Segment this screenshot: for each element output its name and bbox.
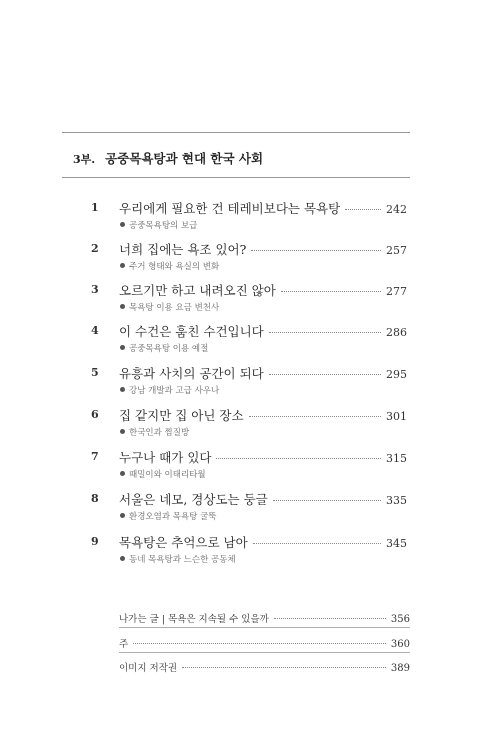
chapter-page: 335 (386, 494, 407, 507)
dot-leader (345, 209, 381, 210)
back-title: 이미지 저작권 (119, 663, 178, 674)
chapter-number: 6 (91, 408, 99, 421)
chapter-page: 242 (386, 203, 407, 216)
chapter-number: 1 (91, 201, 99, 214)
chapter-page: 277 (386, 285, 407, 298)
chapter-subtitle: 공중목욕탕 이용 예절 (120, 342, 208, 354)
chapter-title: 오르기만 하고 내려오진 않아 (119, 283, 276, 298)
chapter-subtitle: 동네 목욕탕과 느슨한 공동체 (120, 553, 236, 565)
dot-leader (273, 500, 381, 501)
chapter-title: 집 같지만 집 아닌 장소 (119, 408, 244, 423)
chapter-subtitle: 때밀이와 이태리타월 (120, 468, 206, 480)
chapter-subtitle: 공중목욕탕의 보급 (120, 219, 197, 231)
back-divider (119, 652, 410, 653)
back-page: 389 (390, 663, 410, 674)
top-divider (62, 132, 410, 133)
chapter-title: 목욕탕은 추억으로 남아 (119, 535, 248, 550)
part-title: 공중목욕탕과 현대 한국 사회 (105, 151, 264, 166)
chapter-page: 345 (386, 537, 407, 550)
chapter-subtitle: 목욕탕 이용 요금 변천사 (120, 301, 219, 313)
chapter-page: 301 (386, 410, 407, 423)
dot-leader (251, 250, 381, 251)
chapter-number: 7 (91, 450, 99, 463)
chapter-title: 우리에게 필요한 건 테레비보다는 목욕탕 (119, 201, 341, 216)
back-title: 나가는 글 | 목욕은 지속될 수 있을까 (119, 614, 269, 625)
chapter-subtitle: 주거 형태와 욕실의 변화 (120, 260, 219, 272)
chapter-number: 9 (91, 535, 99, 548)
chapter-page: 295 (386, 368, 407, 381)
bullet-icon (120, 429, 125, 434)
chapter-number: 5 (91, 366, 99, 379)
chapter-title: 유흥과 사치의 공간이 되다 (119, 366, 264, 381)
dot-leader (269, 332, 381, 333)
bullet-icon (120, 556, 125, 561)
chapter-page: 315 (386, 452, 407, 465)
bullet-icon (120, 345, 125, 350)
dot-leader (182, 667, 386, 668)
chapter-number: 8 (91, 492, 99, 505)
bullet-icon (120, 222, 125, 227)
chapter-page: 257 (386, 244, 407, 257)
chapter-page: 286 (386, 326, 407, 339)
chapter-number: 2 (91, 242, 99, 255)
back-title: 주 (119, 639, 129, 650)
dot-leader (249, 416, 381, 417)
chapter-title: 너희 집에는 욕조 있어? (119, 242, 247, 257)
part-number: 3부. (73, 153, 96, 166)
bullet-icon (120, 263, 125, 268)
part-heading (73, 149, 263, 167)
back-page: 360 (390, 639, 410, 650)
dot-leader (269, 374, 381, 375)
toc-back-notes[interactable] (119, 636, 410, 650)
part-divider (62, 177, 410, 178)
dot-leader (133, 643, 386, 644)
chapter-subtitle: 한국인과 찜질방 (120, 426, 189, 438)
bullet-icon (120, 513, 125, 518)
bullet-icon (120, 471, 125, 476)
chapter-title: 누구나 때가 있다 (119, 450, 212, 465)
toc-back-epilogue[interactable] (119, 611, 410, 625)
chapter-number: 4 (91, 324, 99, 337)
dot-leader (274, 618, 386, 619)
chapter-subtitle: 강남 개발과 고급 사우나 (120, 384, 219, 396)
dot-leader (281, 291, 381, 292)
bullet-icon (120, 387, 125, 392)
bullet-icon (120, 304, 125, 309)
chapter-number: 3 (91, 283, 99, 296)
dot-leader (253, 543, 381, 544)
toc-back-credits[interactable] (119, 660, 410, 674)
chapter-subtitle: 환경오염과 목욕탕 굴뚝 (120, 510, 217, 522)
back-divider (119, 627, 410, 628)
chapter-title: 서울은 네모, 경상도는 둥글 (119, 492, 268, 507)
dot-leader (216, 458, 381, 459)
back-page: 356 (390, 614, 410, 625)
chapter-title: 이 수건은 훔친 수건입니다 (119, 324, 264, 339)
